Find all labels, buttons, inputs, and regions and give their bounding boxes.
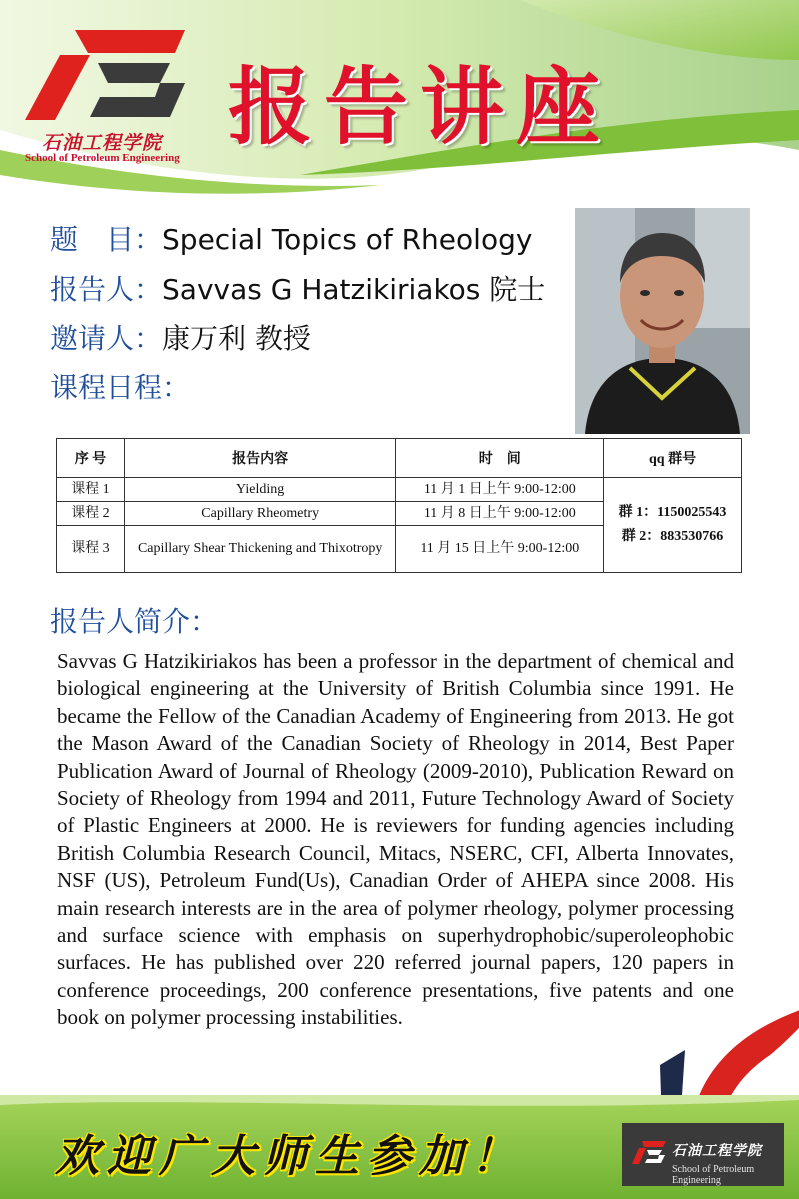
header-content: 报告内容 bbox=[124, 439, 396, 478]
row-number: 课程 3 bbox=[57, 526, 125, 573]
row-time: 11 月 15 日上午 9:00-12:00 bbox=[396, 526, 604, 573]
qq-groups-cell bbox=[604, 478, 742, 573]
topic-label: 题 目： bbox=[50, 223, 163, 256]
speaker-photo bbox=[575, 208, 750, 434]
table-row bbox=[57, 478, 742, 502]
bio-heading: 报告人简介： bbox=[50, 605, 219, 638]
speaker-label: 报告人： bbox=[50, 273, 163, 306]
inviter-value: 康万利 教授 bbox=[162, 322, 311, 355]
header-qq-group: qq 群号 bbox=[604, 439, 742, 478]
schedule-label: 课程日程： bbox=[50, 371, 191, 404]
speaker-value: Savvas G Hatzikiriakos 院士 bbox=[162, 273, 546, 306]
header-number: 序 号 bbox=[57, 439, 125, 478]
row-content: Capillary Rheometry bbox=[124, 502, 396, 526]
inviter-row bbox=[50, 317, 311, 357]
banner-title: 报告讲座 bbox=[228, 57, 613, 156]
logo-chinese-name: 石油工程学院 bbox=[42, 132, 163, 154]
row-number: 课程 2 bbox=[57, 502, 125, 526]
table-header-row bbox=[57, 439, 742, 478]
logo-english-name: School of Petroleum Engineering bbox=[25, 152, 180, 164]
row-content: Yielding bbox=[124, 478, 396, 502]
footer-slogan: 欢迎广大师生参加！ bbox=[55, 1131, 523, 1182]
row-content: Capillary Shear Thickening and Thixotropy bbox=[124, 526, 396, 573]
header-time: 时 间 bbox=[396, 439, 604, 478]
row-time: 11 月 8 日上午 9:00-12:00 bbox=[396, 502, 604, 526]
row-number: 课程 1 bbox=[57, 478, 125, 502]
footer-logo-icon bbox=[632, 1140, 668, 1170]
schedule-table bbox=[56, 438, 742, 573]
qq-group-1: 群 1：1150025543 bbox=[618, 505, 727, 520]
topic-value: Special Topics of Rheology bbox=[162, 223, 533, 256]
inviter-label: 邀请人： bbox=[50, 322, 163, 355]
badge-english-name: School of Petroleum Engineering bbox=[672, 1164, 755, 1186]
bio-text: Savvas G Hatzikiriakos has been a professor in the department of chemical and biological engineering at the University of British Columbia since 1991. He became the Fellow of the Canadian Academy of Engineering from 2013. He got the Mason Award of the Canadian Society of Rheology in 2014, Best Paper Publication Award of Journal of Rheology (2009-2010), Publication Reward on Society of Rheology from 1994 and 2011, Future Technology Award of Society of Plastic Engineers at 2000. He is reviewers for funding agencies including British Columbia Research Council, Mitacs, NSERC, CFI, Alberta Innovates, NSF (US), Petroleum Fund(Us), Canadian Order of AHEPA since 2008. His main research interests are in the area of polymer rheology, polymer processing and surface science with emphasis on superhydrophobic/superoleophobic surfaces. He has published over 220 referred journal papers, 120 papers in conference proceedings, 200 conference presentations, five patents and one book on polymer processing instabilities. bbox=[57, 649, 734, 1030]
topic-row bbox=[50, 218, 532, 258]
badge-chinese-name: 石油工程学院 bbox=[672, 1143, 762, 1159]
speaker-row bbox=[50, 268, 545, 308]
qq-group-2: 群 2：883530766 bbox=[621, 529, 724, 544]
row-time: 11 月 1 日上午 9:00-12:00 bbox=[396, 478, 604, 502]
